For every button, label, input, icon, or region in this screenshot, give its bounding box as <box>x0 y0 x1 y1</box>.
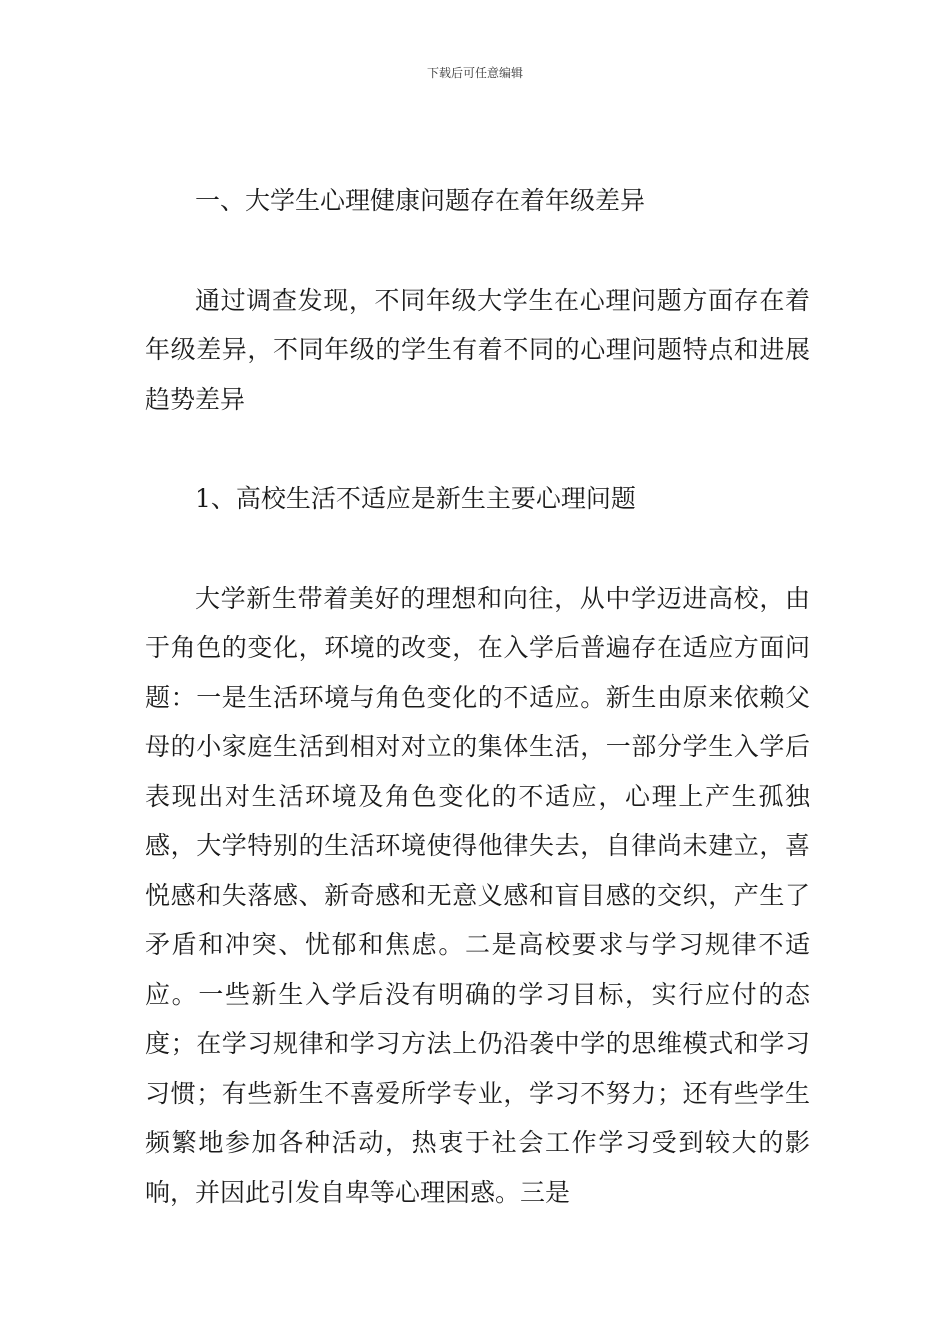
sub-heading: 1、高校生活不适应是新生主要心理问题 <box>195 484 636 513</box>
document-body <box>145 176 810 1217</box>
body-paragraph: 大学新生带着美好的理想和向往，从中学迈进高校，由于角色的变化，环境的改变，在入学后普遍存在适应方面问题：一是生活环境与角色变化的不适应。新生由原来依赖父母的小家庭生活到相对对立的集体生活，一部分学生入学后表现出对生活环境及角色变化的不适应，心理上产生孤独感，大学特别的生活环境使得他律失去，自律尚未建立，喜悦感和失落感、新奇感和无意义感和盲目感的交织，产生了矛盾和冲突、忧郁和焦虑。二是高校要求与学习规律不适应。一些新生入学后没有明确的学习目标，实行应付的态度；在学习规律和学习方法上仍沿袭中学的思维模式和学习习惯；有些新生不喜爱所学专业，学习不努力；还有些学生频繁地参加各种活动，热衷于社会工作学习受到较大的影响，并因此引发自卑等心理困惑。三是 <box>145 583 810 1207</box>
page-header-note: 下载后可任意编辑 <box>426 66 523 80</box>
intro-paragraph: 通过调查发现，不同年级大学生在心理问题方面存在着年级差异，不同年级的学生有着不同的心理问题特点和进展趋势差异 <box>145 285 810 414</box>
section-heading: 一、大学生心理健康问题存在着年级差异 <box>195 186 646 215</box>
